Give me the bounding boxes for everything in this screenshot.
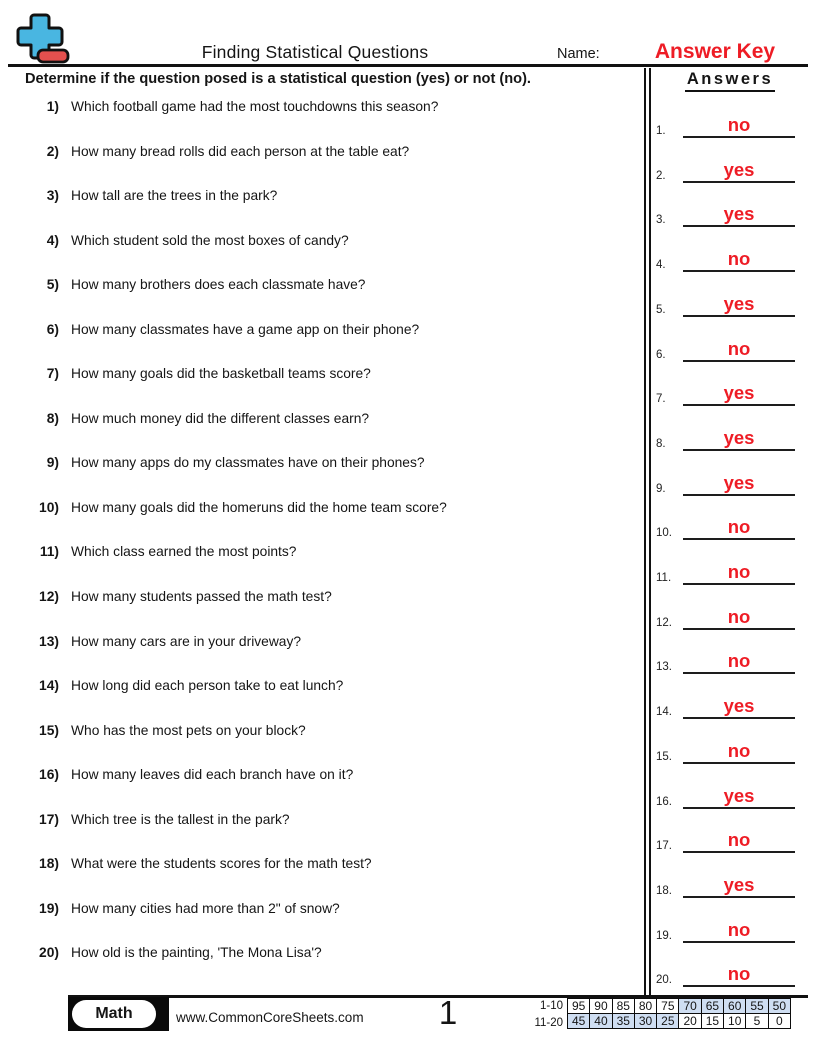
answer-row [652, 151, 804, 183]
question-number: 3) [46, 188, 59, 204]
question-text: How many bread rolls did each person at the table eat? [71, 143, 410, 159]
answer-line [683, 384, 795, 406]
answer-line [683, 652, 795, 674]
question-row [25, 856, 637, 901]
answer-row [652, 553, 804, 585]
score-grid-labels [505, 998, 563, 1032]
answer-number: 3. [656, 214, 666, 227]
question-number: 6) [46, 321, 59, 337]
question-text: Which student sold the most boxes of candy? [71, 232, 349, 248]
answer-line [683, 697, 795, 719]
question-row [25, 945, 637, 990]
score-cell: 65 [701, 999, 723, 1014]
question-text: How many brothers does each classmate have? [71, 277, 366, 293]
subject-badge [68, 997, 169, 1031]
question-text: How tall are the trees in the park? [71, 188, 278, 204]
score-cell: 30 [634, 1014, 656, 1029]
answer-key-text: Answer Key [654, 40, 776, 63]
header-divider [8, 64, 808, 67]
answer-number: 5. [656, 303, 666, 316]
answer-line [683, 426, 795, 451]
score-cell: 40 [590, 1014, 612, 1029]
answer-number: 6. [656, 348, 666, 361]
question-row [25, 188, 637, 233]
answer-line [683, 471, 795, 496]
answer-line [683, 158, 795, 183]
answer-number: 2. [656, 169, 666, 182]
question-number: 18) [39, 856, 59, 872]
question-number: 7) [46, 366, 59, 382]
question-text: Which class earned the most points? [71, 544, 297, 560]
answer-number: 9. [656, 482, 666, 495]
answer-value: yes [723, 784, 755, 806]
score-cell: 5 [746, 1014, 768, 1029]
score-grid-row [568, 1014, 791, 1029]
commoncoresheets-logo-icon [15, 13, 73, 65]
question-row [25, 277, 637, 322]
answer-value: yes [723, 203, 755, 225]
question-text: How many cities had more than 2" of snow? [71, 900, 340, 916]
question-text: How many classmates have a game app on their phone? [71, 321, 420, 337]
score-grid-row-label: 1-10 [539, 1000, 563, 1012]
answer-number: 8. [656, 437, 666, 450]
question-text: Which tree is the tallest in the park? [71, 811, 290, 827]
score-cell: 50 [768, 999, 790, 1014]
question-number: 15) [39, 722, 59, 738]
question-row [25, 455, 637, 500]
answer-value: yes [723, 292, 755, 314]
question-number: 16) [39, 767, 59, 783]
score-cell: 75 [657, 999, 679, 1014]
page-title: Finding Statistical Questions [201, 42, 429, 62]
answer-value: no [727, 918, 751, 940]
answer-value: yes [723, 426, 755, 448]
answer-row [652, 911, 804, 943]
answers-title: Answers [655, 70, 805, 92]
question-row [25, 723, 637, 768]
question-number: 4) [46, 232, 59, 248]
question-row [25, 678, 637, 723]
answer-value: no [727, 739, 751, 761]
question-row [25, 500, 637, 545]
score-cell: 15 [701, 1014, 723, 1029]
question-row [25, 812, 637, 857]
question-number: 9) [46, 455, 59, 471]
score-cell: 85 [612, 999, 634, 1014]
question-text: What were the students scores for the math test? [71, 856, 372, 872]
question-row [25, 233, 637, 278]
answer-line [683, 831, 795, 853]
question-row [25, 544, 637, 589]
question-text: How many students passed the math test? [71, 589, 332, 605]
question-row [25, 144, 637, 189]
answer-row [652, 598, 804, 630]
answer-row [652, 240, 804, 272]
score-grid-row [568, 999, 791, 1014]
answer-number: 18. [656, 884, 672, 897]
score-cell: 0 [768, 1014, 790, 1029]
answer-row [652, 777, 804, 809]
question-text: How much money did the different classes earn? [71, 410, 370, 426]
question-text: How many leaves did each branch have on it? [71, 767, 354, 783]
question-text: How many goals did the homeruns did the home team score? [71, 499, 447, 515]
question-text: How old is the painting, 'The Mona Lisa'? [71, 945, 322, 961]
score-grid-row-label: 11-20 [534, 1017, 563, 1029]
name-label: Name: [557, 46, 600, 62]
answer-line [683, 292, 795, 317]
answer-row [652, 195, 804, 227]
question-row [25, 99, 637, 144]
answer-line [683, 918, 795, 943]
question-text: How many apps do my classmates have on their phones? [71, 455, 425, 471]
question-number: 2) [46, 143, 59, 159]
score-cell: 90 [590, 999, 612, 1014]
score-cell: 70 [679, 999, 701, 1014]
score-cell: 10 [724, 1014, 746, 1029]
answer-line [683, 563, 795, 585]
score-cell: 20 [679, 1014, 701, 1029]
answer-row [652, 419, 804, 451]
answer-number: 13. [656, 661, 672, 674]
question-row [25, 366, 637, 411]
answer-line [683, 605, 795, 630]
answer-number: 16. [656, 795, 672, 808]
answer-number: 19. [656, 929, 672, 942]
answer-value: yes [723, 873, 755, 895]
answer-value: no [727, 829, 751, 851]
question-number: 1) [46, 99, 59, 114]
answer-row [652, 642, 804, 674]
instruction-text: Determine if the question posed is a statistical question (yes) or not (no). [25, 71, 531, 87]
answer-row [652, 330, 804, 362]
answer-line [683, 250, 795, 272]
answer-row [652, 821, 804, 853]
score-cell: 25 [657, 1014, 679, 1029]
answer-number: 17. [656, 840, 672, 853]
question-number: 14) [39, 678, 59, 694]
answer-line [683, 116, 795, 138]
answer-line [683, 337, 795, 362]
question-row [25, 322, 637, 367]
answer-line [683, 873, 795, 898]
answer-number: 11. [656, 572, 672, 584]
answer-row [652, 687, 804, 719]
answer-value: no [727, 516, 751, 538]
answer-line [683, 784, 795, 809]
question-text: How many goals did the basketball teams score? [71, 366, 371, 382]
answer-value: yes [723, 158, 755, 180]
answer-row [652, 285, 804, 317]
answer-row [652, 374, 804, 406]
question-number: 17) [39, 811, 59, 827]
score-cell: 80 [634, 999, 656, 1014]
question-number: 12) [39, 589, 59, 605]
answer-row [652, 464, 804, 496]
question-row [25, 411, 637, 456]
answer-line [683, 518, 795, 540]
question-text: How many cars are in your driveway? [71, 633, 302, 649]
answer-value: yes [723, 695, 755, 717]
answer-row [652, 732, 804, 764]
answer-number: 1. [656, 125, 666, 137]
answer-row [652, 508, 804, 540]
question-text: Who has the most pets on your block? [71, 722, 306, 738]
answer-value: no [727, 605, 751, 627]
score-cell: 45 [568, 1014, 590, 1029]
question-row [25, 589, 637, 634]
answer-number: 15. [656, 750, 672, 763]
question-number: 19) [39, 900, 59, 916]
question-number: 11) [39, 544, 59, 560]
question-text: Which football game had the most touchdowns this season? [71, 99, 439, 114]
question-number: 13) [39, 633, 59, 649]
answer-value: yes [723, 471, 755, 493]
website-url: www.CommonCoreSheets.com [176, 1010, 364, 1025]
question-number: 5) [46, 277, 59, 293]
answer-value: no [727, 248, 751, 270]
answer-line [683, 205, 795, 227]
question-row [25, 901, 637, 946]
answer-number: 20. [656, 974, 672, 987]
answer-row [652, 866, 804, 898]
answer-line [683, 965, 795, 987]
page-number: 1 [438, 994, 458, 1031]
answer-value: no [727, 963, 751, 985]
question-text: How long did each person take to eat lunch? [71, 678, 344, 694]
subject-label: Math [72, 1000, 156, 1028]
answer-value: no [727, 337, 751, 359]
answer-number: 14. [656, 706, 672, 719]
answers-divider [644, 68, 651, 995]
score-cell: 55 [746, 999, 768, 1014]
score-cell: 60 [724, 999, 746, 1014]
score-cell: 35 [612, 1014, 634, 1029]
answer-number: 4. [656, 259, 666, 272]
answer-row [652, 106, 804, 138]
answer-value: no [727, 650, 751, 672]
question-number: 10) [39, 499, 59, 515]
answer-number: 12. [656, 616, 672, 629]
answer-line [683, 739, 795, 764]
answer-number: 10. [656, 527, 672, 540]
answer-value: yes [723, 382, 755, 404]
question-row [25, 767, 637, 812]
answer-value: no [727, 114, 751, 135]
question-number: 20) [39, 945, 59, 961]
question-row [25, 634, 637, 679]
question-number: 8) [46, 410, 59, 426]
score-cell: 95 [568, 999, 590, 1014]
answer-value: no [727, 561, 751, 582]
score-grid [567, 998, 791, 1029]
questions-list [25, 99, 637, 990]
answer-number: 7. [656, 393, 666, 406]
answer-row [652, 955, 804, 987]
